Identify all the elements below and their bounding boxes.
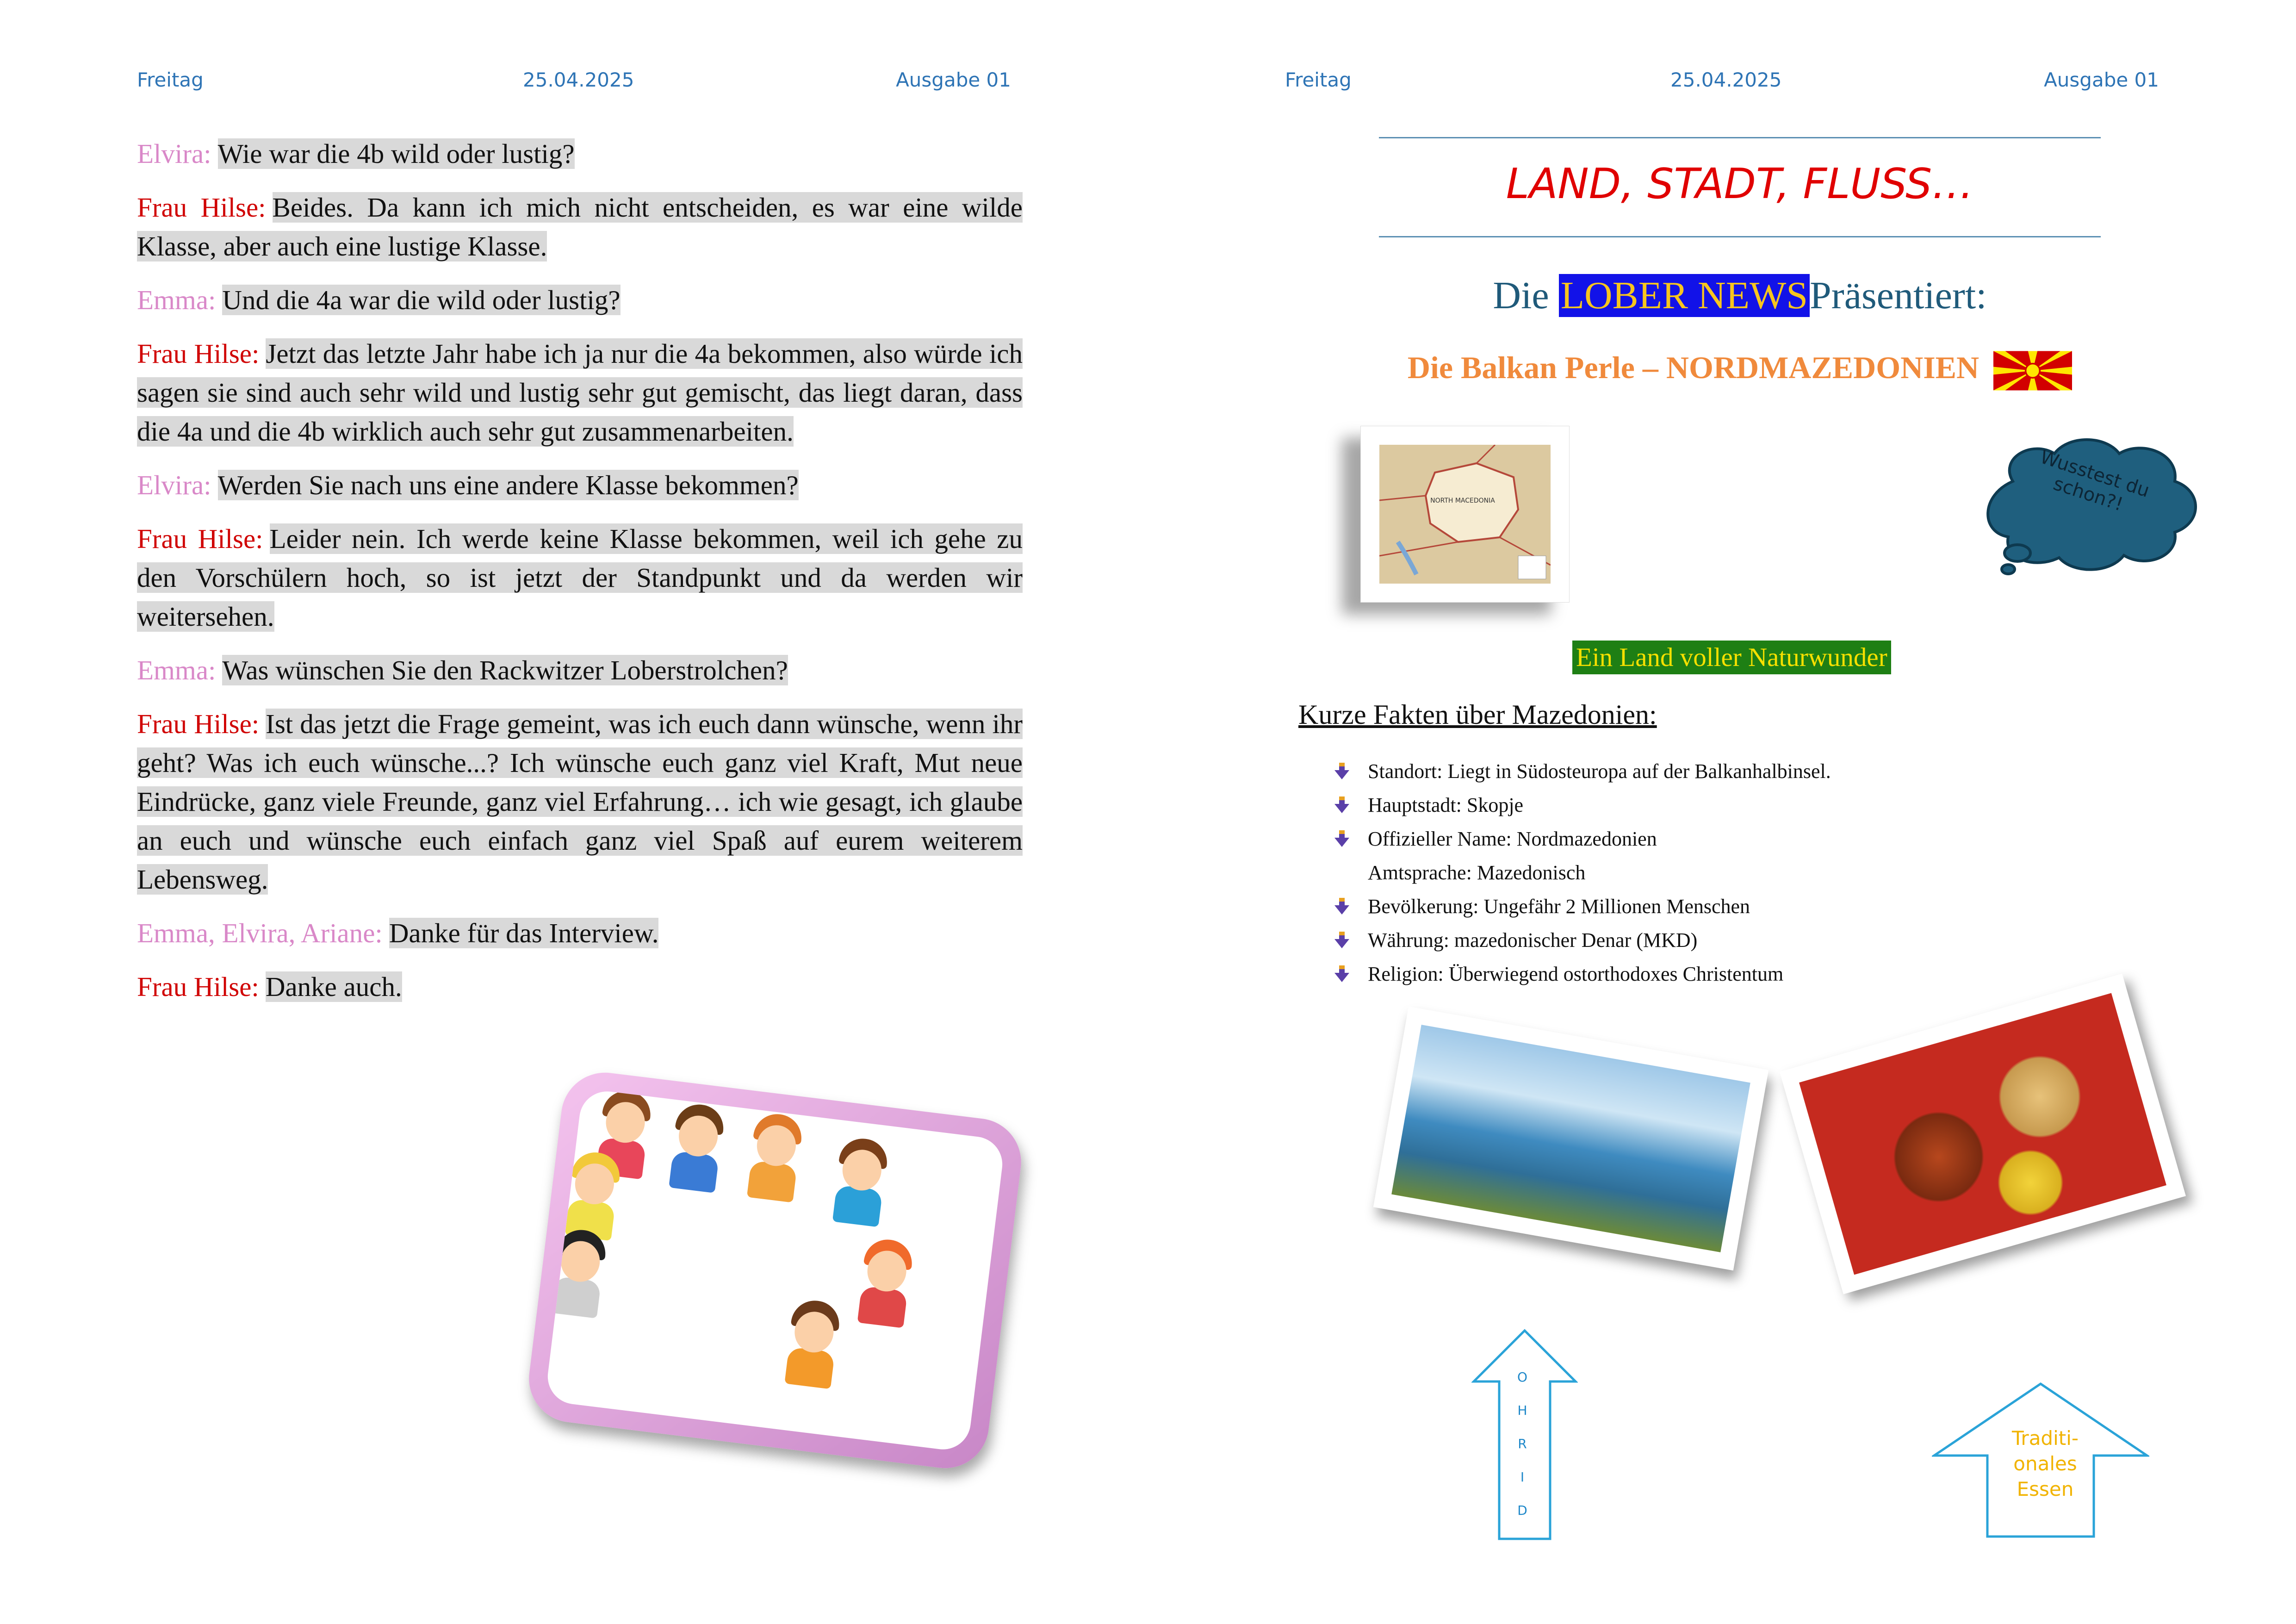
arrow-bullet-icon <box>1333 964 1351 983</box>
ohrid-letter: O <box>1517 1369 1528 1385</box>
title-rule-top <box>1379 137 2101 138</box>
arrow-bullet-icon <box>1333 897 1351 915</box>
header-day: Freitag <box>1285 68 1352 91</box>
fact-item <box>1333 890 1831 923</box>
nature-banner: Ein Land voller Naturwunder <box>1572 641 1891 674</box>
page-title: LAND, STADT, FLUSS… <box>1506 160 1974 208</box>
presents-line <box>1379 273 2101 318</box>
facts-title: Kurze Fakten über Mazedonien: <box>1298 699 1657 730</box>
title-rule-bottom <box>1379 236 2101 237</box>
arrow-bullet-icon <box>1333 762 1351 780</box>
presents-suffix: Präsentiert: <box>1810 274 1987 317</box>
fact-item <box>1333 856 1831 890</box>
speaker-label: Frau Hilse: <box>137 709 260 739</box>
speaker-label: Frau Hilse: <box>137 523 263 554</box>
lober-news-highlight: LOBER NEWS <box>1559 274 1810 317</box>
answer-text: Danke auch. <box>265 971 402 1002</box>
speaker-label: Frau Hilse: <box>137 338 260 369</box>
fact-text: Religion: Überwiegend ostorthodoxes Christentum <box>1368 963 1784 985</box>
header-issue: Ausgabe 01 <box>2044 68 2159 91</box>
arrow-bullet-icon <box>1333 829 1351 848</box>
subtitle-text: Die Balkan Perle – NORDMAZEDONIEN <box>1407 350 1980 385</box>
ohrid-lake-image <box>1391 1025 1750 1252</box>
fact-item <box>1333 957 1831 991</box>
speaker-label: Emma: <box>137 655 216 685</box>
north-macedonia-flag-icon <box>1993 350 2072 392</box>
answer-text: Jetzt das letzte Jahr habe ich ja nur die 4a bekommen, also würde ich sagen sie sind auch sehr wild und lustig sehr gut gemischt, das liegt daran, dass die 4a und die 4b wirklich auch sehr gut zusammenarbeiten. <box>137 338 1023 447</box>
fact-item <box>1333 788 1831 822</box>
answer-text: Und die 4a war die wild oder lustig? <box>222 285 621 315</box>
speaker-label: Elvira: <box>137 138 211 169</box>
ohrid-letter: D <box>1517 1503 1527 1518</box>
arrow-bullet-icon <box>1333 931 1351 949</box>
ohrid-letter: H <box>1517 1403 1527 1418</box>
fact-text: Amtsprache: Mazedonisch <box>1368 861 1586 884</box>
fact-item <box>1333 923 1831 957</box>
presents-prefix: Die <box>1493 274 1549 317</box>
header-day: Freitag <box>137 68 204 91</box>
map-graphic <box>1379 445 1551 584</box>
header-date: 25.04.2025 <box>523 68 634 91</box>
fact-item <box>1333 822 1831 856</box>
speaker-label: Elvira: <box>137 470 211 500</box>
answer-text: Werden Sie nach uns eine andere Klasse bekommen? <box>217 470 799 500</box>
arrow-bullet-icon <box>1333 796 1351 814</box>
cloud-text: Wusstest du schon?! <box>2037 446 2152 516</box>
food-photo <box>1780 974 2186 1294</box>
fact-text: Standort: Liegt in Südosteuropa auf der Balkanhalbinsel. <box>1368 760 1831 783</box>
speaker-label: Frau Hilse: <box>137 971 259 1002</box>
food-label-line: Traditi- <box>2011 1427 2079 1450</box>
ohrid-photo <box>1373 1007 1769 1270</box>
map-image <box>1360 426 1570 603</box>
header-issue: Ausgabe 01 <box>896 68 1011 91</box>
fact-text: Offizieller Name: Nordmazedonien <box>1368 828 1657 850</box>
header-date: 25.04.2025 <box>1670 68 1782 91</box>
food-arrow-label <box>1985 1425 2105 1502</box>
subtitle <box>1379 349 2101 392</box>
answer-text: Beides. Da kann ich mich nicht entscheiden, es war eine wilde Klasse, aber auch eine lustige Klasse. <box>137 192 1023 261</box>
answer-text: Leider nein. Ich werde keine Klasse bekommen, weil ich gehe zu den Vorschülern hoch, so ist jetzt der Standpunkt und da werden wir weitersehen. <box>137 523 1023 632</box>
facts-list <box>1333 754 1831 991</box>
food-label-line: onales <box>2013 1452 2077 1475</box>
speaker-label: Emma, Elvira, Ariane: <box>137 918 383 948</box>
answer-text: Danke für das Interview. <box>389 918 659 948</box>
ohrid-letter: I <box>1520 1469 1525 1485</box>
food-label-line: Essen <box>2017 1478 2074 1500</box>
ohrid-letter: R <box>1518 1436 1527 1451</box>
answer-text: Was wünschen Sie den Rackwitzer Loberstrolchen? <box>222 655 788 685</box>
fact-text: Bevölkerung: Ungefähr 2 Millionen Menschen <box>1368 895 1750 918</box>
map-label: NORTH MACEDONIA <box>1430 497 1495 504</box>
fact-item <box>1333 754 1831 788</box>
speaker-label: Emma: <box>137 285 216 315</box>
answer-text: Wie war die 4b wild oder lustig? <box>217 138 575 169</box>
fact-text: Hauptstadt: Skopje <box>1368 794 1524 816</box>
speaker-label: Frau Hilse: <box>137 192 266 223</box>
answer-text: Ist das jetzt die Frage gemeint, was ich euch dann wünsche, wenn ihr geht? Was ich euch wünsche...? Ich wünsche euch ganz viel Kraft, Mut neue Eindrücke, ganz viele Freunde, ganz viel Erfahrung… ich wie gesagt, ich glaube an euch und wünsche euch einfach ganz viel Spaß auf eurem weiterem Lebensweg. <box>137 709 1023 895</box>
food-image <box>1799 993 2166 1275</box>
fact-text: Währung: mazedonischer Denar (MKD) <box>1368 929 1698 952</box>
thought-cloud <box>1971 430 2212 579</box>
ohrid-arrow-label <box>1513 1361 1532 1527</box>
